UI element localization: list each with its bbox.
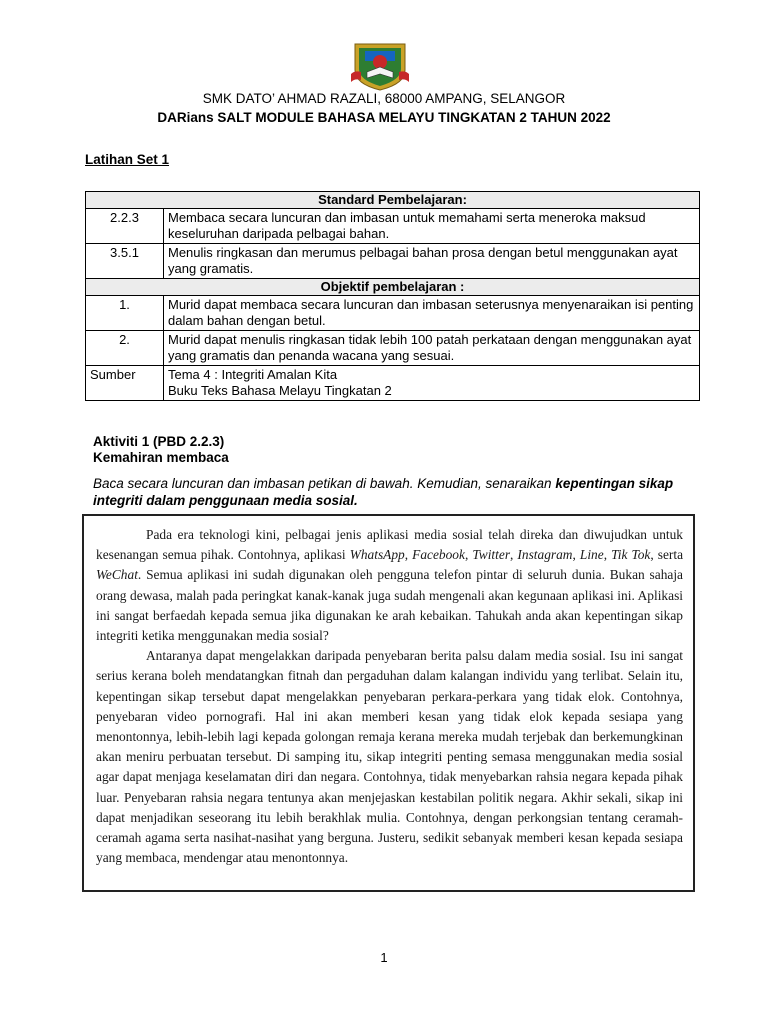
- module-title: DARians SALT MODULE BAHASA MELAYU TINGKATAN 2 TAHUN 2022: [157, 110, 611, 125]
- source-line: Buku Teks Bahasa Melayu Tingkatan 2: [168, 383, 392, 398]
- app-name: Twitter: [472, 547, 511, 563]
- standard-header-row: [86, 192, 700, 209]
- reading-passage: [82, 514, 695, 892]
- page-number: 1: [380, 950, 388, 965]
- table-row: [86, 331, 700, 366]
- passage-paragraph-2: Antaranya dapat mengelakkan daripada penyebaran berita palsu dalam media sosial. Isu ini sangat serius kerana boleh mendatangkan fitnah dan pergaduhan dalam kalangan individu yang terlibat. Selain itu, kepentingan sikap tersebut dapat mengelakkan penyebaran perkara-perkara yang tidak elok. Contohnya, penyebaran video pornografi. Hal ini akan memberi kesan yang tidak elok kepada sesiapa yang menontonnya, lebih-lebih lagi kepada golongan remaja kerana mereka mudah terjebak dan berkemungkinan akan meniru perbuatan tersebut. Di samping itu, sikap integriti penting semasa menggunakan media sosial agar dapat menjaga keselamatan diri dan negara. Contohnya, tidak menyebarkan rahsia negara kepada pihak luar. Penyebaran rahsia negara tentunya akan menjejaskan kestabilan politik negara. Akhir sekali, sikap ini dapat menjadikan seseorang itu lebih berakhlak mulia. Contohnya, dengan perkongsian tentang ceramah-ceramah agama serta nasihat-nasihat yang berguna. Justeru, sedikit sebanyak memberi kesan kepada sesiapa yang membaca, mendengar atau menontonnya.: [96, 648, 683, 866]
- app-name: WeChat: [96, 567, 138, 583]
- table-row: [86, 366, 700, 401]
- source-text: [164, 366, 700, 401]
- app-name: Facebook: [412, 547, 465, 563]
- objective-text: Murid dapat menulis ringkasan tidak lebih 100 patah perkataan dengan menggunakan ayat yang gramatis dan penanda wacana yang sesuai.: [164, 331, 700, 366]
- app-name: Tik Tok: [611, 547, 651, 563]
- standard-code: 2.2.3: [86, 209, 164, 244]
- passage-text: serta: [657, 547, 684, 563]
- app-name: WhatsApp: [349, 547, 405, 563]
- source-label: Sumber: [86, 366, 164, 401]
- objective-number: 2.: [86, 331, 164, 366]
- table-row: [86, 244, 700, 279]
- table-row: [86, 209, 700, 244]
- activity-instruction: [93, 475, 683, 509]
- standard-code: 3.5.1: [86, 244, 164, 279]
- activity-subtitle: Kemahiran membaca: [93, 450, 229, 465]
- instruction-text: Baca secara luncuran dan imbasan petikan di bawah. Kemudian, senaraikan: [93, 476, 552, 491]
- standard-text: Membaca secara luncuran dan imbasan untuk memahami serta meneroka maksud keseluruhan daripada pelbagai bahan.: [164, 209, 700, 244]
- learning-standards-table: [85, 191, 700, 401]
- school-address: SMK DATO’ AHMAD RAZALI, 68000 AMPANG, SELANGOR: [202, 91, 566, 106]
- objective-text: Murid dapat membaca secara luncuran dan imbasan seterusnya menyenaraikan isi penting dalam bahan dengan betul.: [164, 296, 700, 331]
- app-name: Line: [579, 547, 604, 563]
- standard-text: Menulis ringkasan dan merumus pelbagai bahan prosa dengan betul menggunakan ayat yang gramatis.: [164, 244, 700, 279]
- source-line: Tema 4 : Integriti Amalan Kita: [168, 367, 338, 382]
- passage-paragraph-1: Pada era teknologi kini, pelbagai jenis aplikasi media sosial telah direka dan diwujudkan untuk kesenangan semua pihak. Contohnya, aplikasi WhatsApp, Facebook, Twitter, Instagram, Line, Tik Tok, serta WeChat. Semua aplikasi ini sudah digunakan oleh pengguna telefon pintar di seluruh dunia. Bukan sahaja orang dewasa, malah pada peringkat kanak-kanak juga sudah mengenali akan kegunaan aplikasi ini. Aplikasi ini sangat berfaedah kepada semua jika digunakan ke arah kebaikan. Tahukah anda akan kepentingan sikap integriti ketika menggunakan media sosial?: [96, 527, 684, 644]
- school-crest-logo: [351, 40, 409, 92]
- table-row: [86, 296, 700, 331]
- activity-title: Aktiviti 1 (PBD 2.2.3): [93, 434, 225, 449]
- standard-header: Standard Pembelajaran:: [86, 192, 700, 209]
- exercise-set-title: Latihan Set 1: [85, 152, 170, 167]
- passage-text: Pada era teknologi kini, pelbagai jenis aplikasi media sosial telah direka dan diwujudkan untuk kesenangan semua pihak. Contohnya, aplikasi: [96, 527, 683, 563]
- app-name: Instagram: [517, 547, 573, 563]
- objective-header: Objektif pembelajaran :: [86, 279, 700, 296]
- activity-heading: [93, 434, 229, 466]
- instruction-emphasis: kepentingan sikap integriti dalam penggunaan media sosial.: [93, 476, 674, 508]
- objective-header-row: [86, 279, 700, 296]
- objective-number: 1.: [86, 296, 164, 331]
- passage-text: . Semua aplikasi ini sudah digunakan oleh pengguna telefon pintar di seluruh dunia. Bukan sahaja orang dewasa, malah pada peringkat kanak-kanak juga sudah mengenali akan kegunaan aplikasi ini. Aplikasi ini sangat berfaedah kepada semua jika digunakan ke arah kebaikan. Tahukah anda akan kepentingan sikap integriti ketika menggunakan media sosial?: [96, 567, 683, 644]
